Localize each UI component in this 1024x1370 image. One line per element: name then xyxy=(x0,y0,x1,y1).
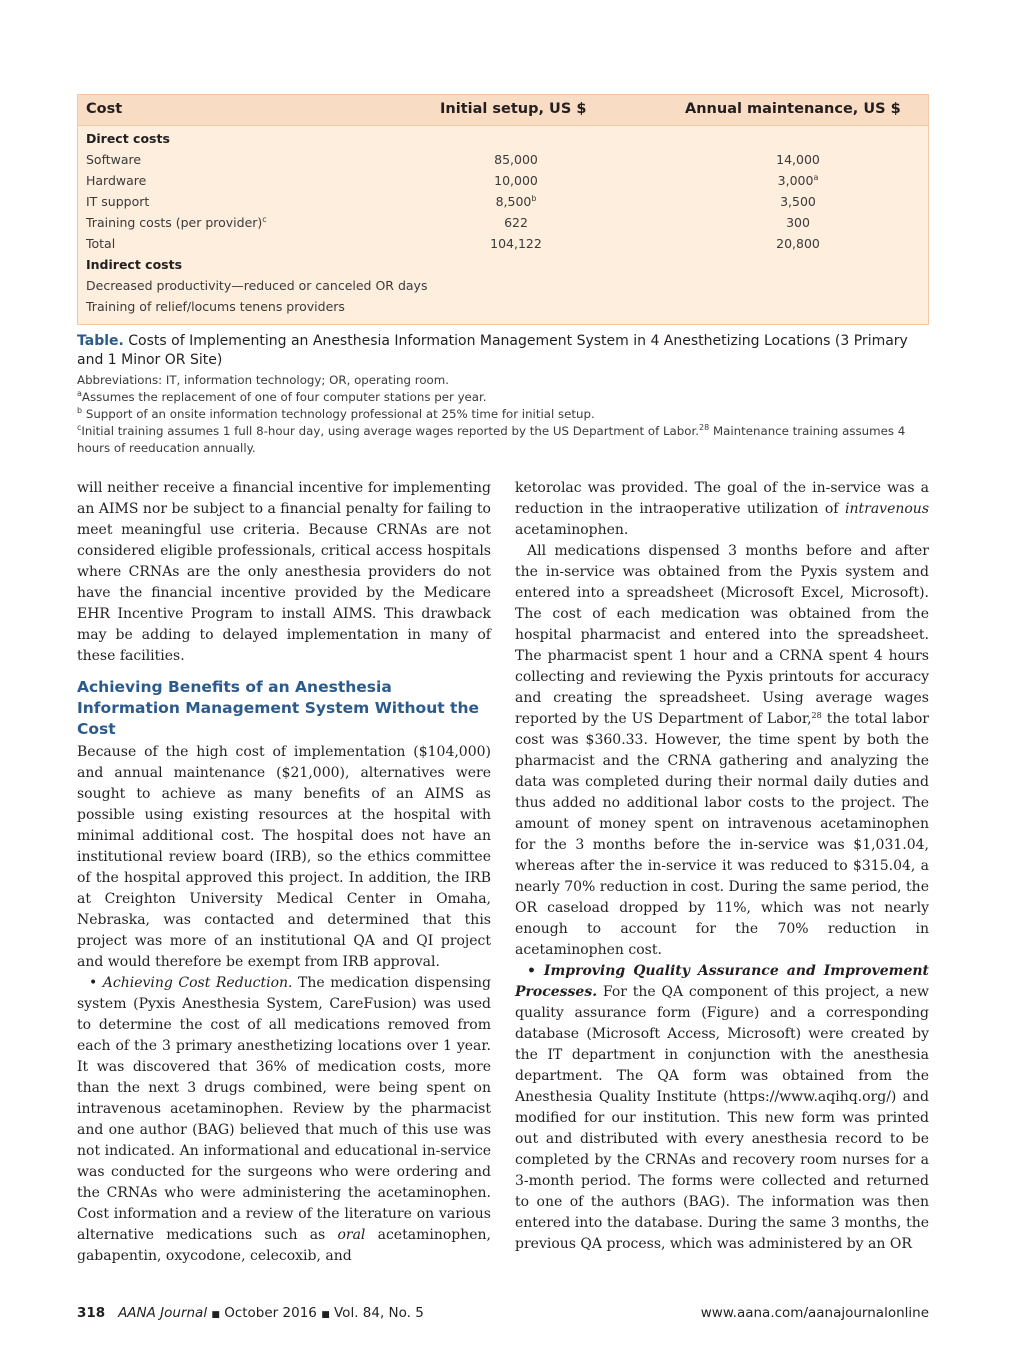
row-label: Indirect costs xyxy=(86,257,183,272)
cost-table xyxy=(77,94,929,325)
subheading-cost-reduction: • Achieving Cost Reduction. xyxy=(89,975,293,991)
journal-name: AANA Journal xyxy=(118,1305,208,1321)
paragraph xyxy=(515,478,929,541)
volume-issue: Vol. 84, No. 5 xyxy=(334,1305,424,1321)
table-row xyxy=(78,128,928,149)
row-label: Total xyxy=(86,236,116,251)
page-footer xyxy=(77,1305,929,1325)
value-text: 3,000 xyxy=(777,173,814,188)
left-column xyxy=(77,478,491,1267)
setup-value xyxy=(456,191,576,212)
paragraph xyxy=(515,541,929,961)
row-label: Decreased productivity—reduced or canceled OR days xyxy=(86,278,428,293)
table-footnotes xyxy=(77,372,937,457)
row-label: Software xyxy=(86,152,142,167)
emphasis-oral: oral xyxy=(337,1227,366,1243)
maintenance-value: 14,000 xyxy=(776,152,820,167)
paragraph-text: the total labor cost was $360.33. However, the time spent by both the pharmacist and the CRNA gathering and analyzing the data was completed during their normal daily duties and thus added no additional labor costs to the project. The amount of money spent on intravenous acetaminophen for the 3 months before the in-service was $1,031.04, whereas after the in-service it was reduced to $315.04, a nearly 70% reduction in cost. During the same period, the OR caseload dropped by 11%, which was not nearly enough to account for the 70% reduction in acetaminophen cost. xyxy=(515,711,929,958)
table-row xyxy=(78,191,928,212)
footnote-a-text: Assumes the replacement of one of four computer stations per year. xyxy=(81,390,487,404)
section-heading: Achieving Benefits of an Anesthesia Information Management System Without the Cost xyxy=(77,678,480,738)
row-label xyxy=(86,212,267,233)
journal-url: www.aana.com/aanajournalonline xyxy=(700,1305,929,1321)
reference-28: 28 xyxy=(811,711,822,720)
label-text: Training costs (per provider) xyxy=(86,215,263,230)
footnote-mark: a xyxy=(813,173,819,182)
table-label: Table. xyxy=(77,333,124,349)
setup-value: 622 xyxy=(504,215,528,230)
issue-date: October 2016 xyxy=(224,1305,317,1321)
row-label: IT support xyxy=(86,194,150,209)
footnote-a: $^a$Assumes the replacement of one of four computer stations per year. xyxy=(77,389,487,404)
reference-28: 28 xyxy=(699,423,710,432)
setup-value: 104,122 xyxy=(490,236,542,251)
paragraph xyxy=(515,961,929,1255)
value-text: 8,500 xyxy=(495,194,532,209)
separator-square: ■ xyxy=(321,1310,330,1320)
paragraph: will neither receive a financial incentive for implementing an AIMS nor be subject to a financial penalty for failing to meet meaningful use criteria. Because CRNAs are not considered eligible professionals, critical access hospitals where CRNAs are the only anesthesia providers do not have the financial incentive provided by the Medicare EHR Incentive Program to install AIMS. This drawback may be adding to delayed implementation in many of these facilities. xyxy=(77,480,491,664)
setup-value: 85,000 xyxy=(494,152,538,167)
emphasis-intravenous: intravenous xyxy=(845,501,929,517)
paragraph-text: The medication dispensing system (Pyxis Anesthesia System, CareFusion) was used to determine the cost of all medications removed from each of the 3 primary anesthetizing locations over 1 year. It was discovered that 36% of medication costs, more than the next 3 drugs combined, were being spent on intravenous acetaminophen. Review by the pharmacist and one author (BAG) believed that much of this use was not indicated. An informational and educational in-service was conducted for the surgeons who were ordering and the CRNAs who were administering the acetaminophen. Cost information and a review of the literature on various alternative medications such as xyxy=(77,975,491,1243)
header-initial-setup: Initial setup, US $ xyxy=(440,101,587,117)
table-row xyxy=(78,149,928,170)
footnote-b-text: Support of an onsite information technology professional at 25% time for initial setup. xyxy=(82,407,595,421)
page-number: 318 xyxy=(77,1305,106,1321)
table-row xyxy=(78,254,928,275)
table-row xyxy=(78,233,928,254)
footnote-b: $^b$ Support of an onsite information technology professional at 25% time for initial setup. xyxy=(77,406,595,421)
table-row xyxy=(78,296,928,317)
header-cost: Cost xyxy=(86,101,123,117)
footnote-c-text: Initial training assumes 1 full 8-hour day, using average wages reported by the US Department of Labor. xyxy=(81,424,700,438)
footnote-mark: c xyxy=(262,215,267,224)
row-label: Training of relief/locums tenens providers xyxy=(86,299,345,314)
table-row xyxy=(78,275,928,296)
separator-square: ■ xyxy=(211,1310,220,1320)
subheading-quality-assurance: • Improving Quality Assurance and Improvement Processes. xyxy=(515,963,929,1000)
paragraph xyxy=(77,973,491,1267)
paragraph-text: acetaminophen. xyxy=(515,522,629,538)
maintenance-value: 300 xyxy=(786,215,810,230)
paragraph: Because of the high cost of implementation ($104,000) and annual maintenance ($21,000), alternatives were sought to achieve as many benefits of an AIMS as possible using existing resources at the hospital with minimal additional cost. The hospital does not have an institutional review board (IRB), so the ethics committee of the hospital approved this project. In addition, the IRB at Creighton University Medical Center in Omaha, Nebraska, was contacted and determined that this project was more of an institutional QA and QI project and would therefore be exempt from IRB approval. xyxy=(77,744,491,970)
paragraph-text: acetaminophen, gabapentin, oxycodone, celecoxib, and xyxy=(77,1227,491,1264)
paragraph-text: ketorolac was provided. The goal of the in-service was a reduction in the intraoperative utilization of xyxy=(515,480,929,517)
header-annual-maintenance: Annual maintenance, US $ xyxy=(685,101,901,117)
table-header xyxy=(78,95,928,126)
footnote-mark: b xyxy=(531,194,537,203)
table-row xyxy=(78,170,928,191)
footnote-c-text-2: Maintenance training assumes 4 hours of reeducation annually. xyxy=(77,424,906,455)
table-caption xyxy=(77,332,937,370)
paragraph-text: All medications dispensed 3 months before and after the in-service was obtained from the Pyxis system and entered into a spreadsheet (Microsoft Excel, Microsoft). The cost of each medication was obtained from the hospital pharmacist and entered into the spreadsheet. The pharmacist spent 1 hour and a CRNA spent 4 hours collecting and reviewing the Pyxis printouts for accuracy and creating the spreadsheet. Using average wages reported by the US Department of Labor, xyxy=(515,543,929,727)
caption-text: Costs of Implementing an Anesthesia Information Management System in 4 Anesthetizing Locations (3 Primary and 1 Minor OR Site) xyxy=(77,333,908,368)
maintenance-value: 20,800 xyxy=(776,236,820,251)
right-column xyxy=(515,478,929,1255)
setup-value: 10,000 xyxy=(494,173,538,188)
footnote-c: $^c$Initial training assumes 1 full 8-hour day, using average wages reported by the US Department of Labor.$^{28}$ Maintenance training assumes 4 hours of reeducation annually. xyxy=(77,423,906,455)
row-label: Hardware xyxy=(86,173,147,188)
table-row xyxy=(78,212,928,233)
maintenance-value xyxy=(738,170,858,191)
paragraph-text: For the QA component of this project, a new quality assurance form (Figure) and a corresponding database (Microsoft Access, Microsoft) were created by the IT department in conjunction with the anesthesia department. The QA form was obtained from the Anesthesia Quality Institute (https://www.aqihq.org/) and modified for our institution. This new form was printed out and distributed with every anesthesia record to be completed by the CRNAs and recovery room nurses for a 3-month period. The forms were collected and returned to one of the authors (BAG). The information was then entered into the database. During the same 3 months, the previous QA process, which was administered by an OR xyxy=(515,984,929,1252)
maintenance-value: 3,500 xyxy=(780,194,816,209)
row-label: Direct costs xyxy=(86,131,170,146)
abbreviations-note: Abbreviations: IT, information technology; OR, operating room. xyxy=(77,373,450,387)
